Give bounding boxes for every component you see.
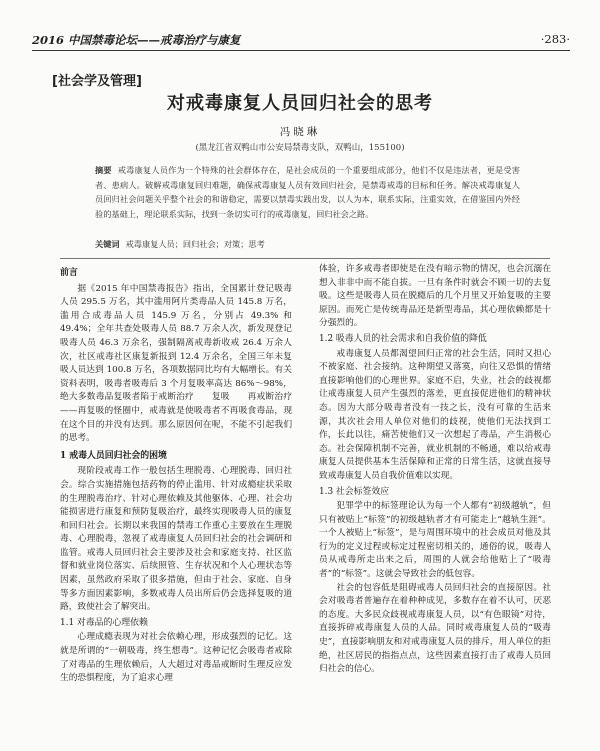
subsection-heading: 1.3 社会标签效应 (319, 486, 390, 497)
body-paragraph: 戒毒康复人员都渴望回归正常的社会生活，同时又担心不被家庭、社会接纳。这种期望又落寞，向往又恐惧的情绪直接影响他们的心理世界。家庭不启，失业，社会的歧视都让戒毒康复人员产生强烈的落差，更直接促进他们的精神状态。因为大部分吸毒者没有一技之长，没有可靠的生活来源，其次社会用人单位对他们的歧视，使他们无法找到工作，长此以往，痛苦使他们又一次想起了毒品，产生消极心态。社会保障机制不完善，就业机制的不畅通，难以给戒毒康复人员提供基本生活保障和正常的日常生活，这就直接导致戒毒康复人员自我价值难以实现。 (319, 348, 551, 481)
abstract-label: 摘要 (95, 165, 112, 175)
body-paragraph: 犯罪学中的标签理论认为每一个人都有“初级越轨”，但只有被贴上“标签”的初级越轨者才有可能走上“越轨生涯”。一个人被贴上“标签”，是与周围环境中的社会成员对他及其行为的定义过程或标定过程密切相关的，通俗的说，吸毒人员从戒毒所走出来之后，周围的人就会给他贴上了“吸毒者”的“标签”。这就会导致社会的低包容。 (319, 501, 551, 580)
section-tag: [社会学及管理] (52, 74, 142, 89)
keywords (95, 239, 520, 250)
body-paragraph: 社会的包容低是阻碍戒毒人员回归社会的直接原因。社会对吸毒者普遍存在着种种成见，多数存在着不认可，厌恶的态度。大多民众歧视戒毒康复人员，以“有色眼镜”对待，直接拆碎戒毒康复人员的人品。同时戒毒康复人员的“吸毒史”，直接影响朋友和对戒毒康复人员的排斥，用人单位的拒绝，社区居民的指指点点，这些因素直接打击了戒毒人员回归社会的信心。 (319, 582, 551, 675)
section-heading: 1 戒毒人员回归社会的困境 (60, 450, 167, 461)
abstract (95, 163, 520, 221)
body-paragraph: 心理成瘾表现为对社会依赖心理，形成强烈的记忆。这就是所谓的“一朝吸毒，终生想毒”。这种记忆会吸毒者戒除了对毒品的生理依赖后，人大超过对毒品戒断时生理反应发生的恐惧程度，为了追求心理 (60, 632, 292, 684)
running-head (32, 32, 570, 51)
body-column-left (60, 263, 292, 743)
body-paragraph: 据《2015 年中国禁毒报告》指出，全国累计登记吸毒人员 295.5 万名，其中滥用阿片类毒品人员 145.8 万名，滥用合成毒品人员 145.9 万名，分别占 49.3% 和 49.4%；全年共查处吸毒人员 88.7 万余人次，新发现登记吸毒人员 46.3 万余名，强制隔离戒毒新收戒 26.4 万余人次，社区戒毒社区康复新报到 12.4 万余名，全国三年未复吸人员达到 100.8 万名，各项数据同比均有大幅增长。有关资料表明，吸毒者吸毒后 3 个月复吸率高达 86%～98%，绝大多数毒品复吸者陷于戒断治疗 复吸 再戒断治疗——再复吸的怪圈中，戒毒就是使吸毒者不再吸食毒品，现在这个目的并没有达到。那么原因何在呢，不能不引起我们的思考。 (60, 283, 292, 444)
keywords-text: 戒毒康复人员；回归社会；对策；思考 (125, 239, 265, 249)
section-divider (60, 258, 550, 259)
article-title: 对戒毒康复人员回归社会的思考 (167, 93, 433, 114)
journal-name: 2016 中国禁毒论坛——戒毒治疗与康复 (32, 33, 241, 47)
author-affiliation: (黑龙江省双鸭山市公安局禁毒支队，双鸭山，155100) (195, 143, 405, 153)
keywords-label: 关键词 (95, 239, 120, 249)
page-number: ·283· (540, 32, 570, 46)
section-heading: 前言 (60, 268, 78, 278)
author-name: 冯晓琳 (279, 126, 321, 138)
subsection-heading: 1.1 对毒品的心理依赖 (60, 617, 148, 628)
body-paragraph: 现阶段戒毒工作一般包括生理脱毒、心理脱毒、回归社会。综合实施措施包括药物的停止滥用、针对成瘾症状采取的生理脱毒治疗、针对心理依赖及其他躯体、心理、社会功能损害进行康复和预防复吸治疗，最终实现吸毒人员的康复和回归社会。长期以来我国的禁毒工作重心主要放在生理脱毒、心理脱毒，忽视了戒毒康复人员回归社会的社会调研和监管。戒毒人员回归社会主要涉及社会和家庭支持、社区监督和就业岗位落实、后续照管、生存状况和个人心理状态等因素，虽然政府采取了很多措施，但由于社会、家庭、自身等多方面因素影响，多数戒毒人员出所后仍会选择复吸的道路，致使社会了解突出。 (60, 466, 292, 613)
abstract-text: 戒毒康复人员作为一个特殊的社会群体存在，是社会成员的一个重要组成部分，他们不仅是违法者，更是受害者、患病人。破解戒毒康复回归难题，确保戒毒康复人员有效回归社会，是禁毒戒毒的目标和任务。解决戒毒康复人员回归社会问题关乎整个社会的和谐稳定，需要以禁毒实践出发，以人为本，联系实际，注重实效，在借鉴国内外经验的基础上，理论联系实际，找到一条切实可行的戒毒康复，回归社会之路。 (95, 165, 520, 219)
body-paragraph: 体验，许多戒毒者即使是在没有暗示物的情况，也会沉溺在想入非非中而不能自拔。一旦有条件时就会不顾一切的去复吸。这些是吸毒人员在脱瘾后的几个月里又开始复吸的主要原因。而死亡是传统毒品还是新型毒品，其心理依赖都是十分强烈的。 (319, 264, 551, 329)
body-column-right (319, 263, 551, 743)
subsection-heading: 1.2 吸毒人员的社会需求和自我价值的降低 (319, 333, 487, 344)
